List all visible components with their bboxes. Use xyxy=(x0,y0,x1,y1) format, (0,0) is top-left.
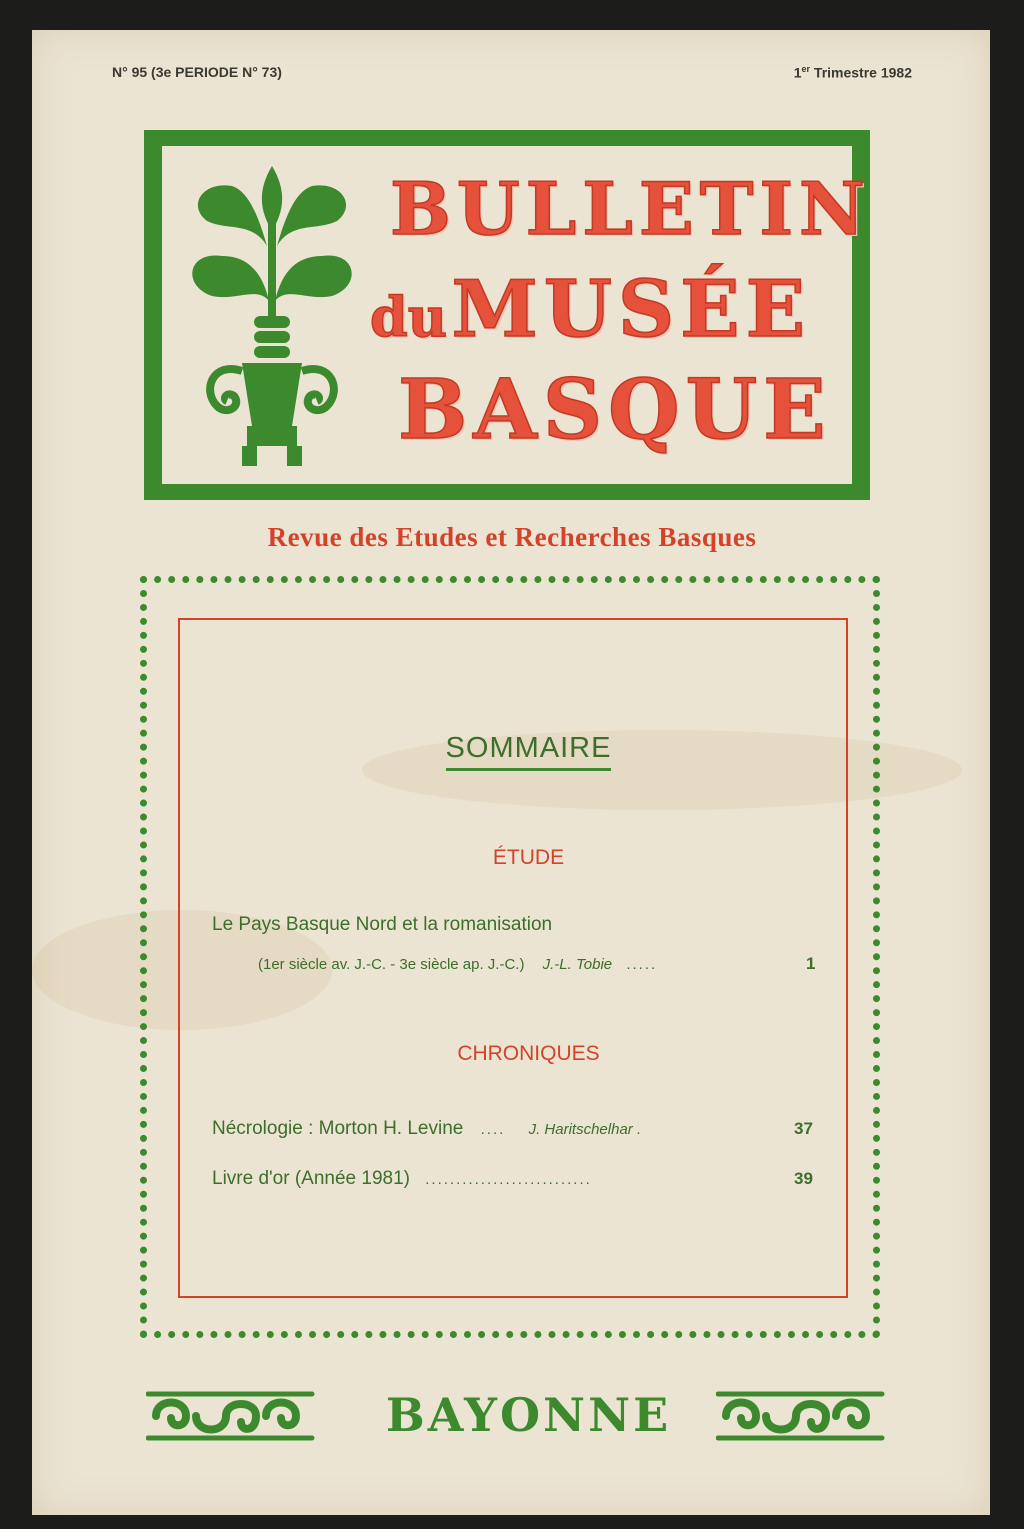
masthead xyxy=(144,130,870,500)
masthead-du: du xyxy=(370,285,448,349)
toc-entry-subtitle: (1er siècle av. J.-C. - 3e siècle ap. J.-C.) J.-L. Tobie ..... xyxy=(258,956,658,973)
contents-heading: SOMMAIRE xyxy=(33,732,1024,765)
masthead-panel xyxy=(162,146,871,484)
toc-page-number: 1 xyxy=(806,954,816,973)
scroll-ornament-right-icon xyxy=(716,1388,886,1444)
toc-entry-title: Le Pays Basque Nord et la romanisation xyxy=(212,914,553,935)
toc-entry-necrologie: Nécrologie : Morton H. Levine .... J. Haritschelhar . xyxy=(212,1118,642,1139)
issue-quarter: 1er Trimestre 1982 xyxy=(793,64,912,81)
masthead-musee: MUSÉE xyxy=(451,264,812,355)
subtitle: Revue des Etudes et Recherches Basques xyxy=(267,522,757,552)
toc-entry-author: J.-L. Tobie xyxy=(542,956,613,973)
toc-leader: ........................... xyxy=(425,1171,592,1188)
toc-entry-livre-dor: Livre d'or (Année 1981) ........................... xyxy=(212,1168,592,1189)
plant-vase-icon xyxy=(172,151,372,481)
toc-leader: ..... xyxy=(626,956,658,973)
issue-number: N° 95 (3e PERIODE N° 73) xyxy=(112,64,282,80)
toc-entry-author: J. Haritschelhar . xyxy=(528,1121,642,1138)
toc-leader: .... xyxy=(480,1121,506,1138)
masthead-title-line3: BASQUE xyxy=(398,362,832,458)
section-title-chroniques: CHRONIQUES xyxy=(457,1042,600,1065)
section-title-etude: ÉTUDE xyxy=(492,846,565,869)
toc-page-number: 39 xyxy=(794,1169,813,1188)
masthead-title-line1: BULLETIN xyxy=(390,166,871,251)
masthead-title-line2 xyxy=(370,264,811,355)
toc-page-number: 37 xyxy=(794,1119,813,1138)
publication-city: BAYONNE xyxy=(385,1388,672,1442)
